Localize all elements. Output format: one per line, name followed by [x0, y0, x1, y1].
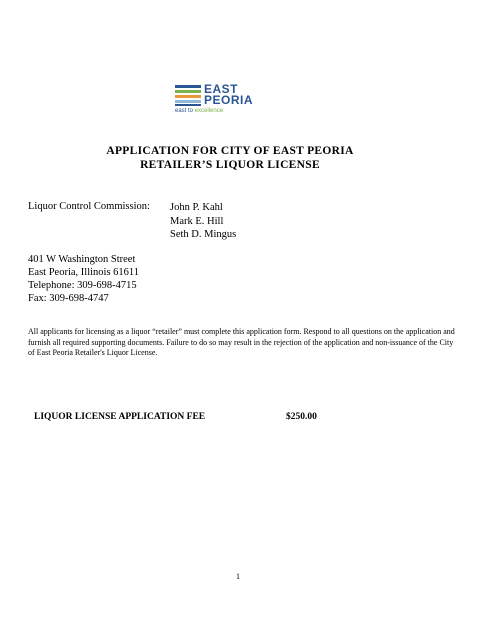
- page-number: 1: [236, 572, 240, 581]
- commission-member: John P. Kahl: [170, 202, 223, 213]
- commission-members: [170, 201, 236, 242]
- fee-label: LIQUOR LICENSE APPLICATION FEE: [34, 412, 206, 422]
- logo-tagline: [175, 108, 223, 114]
- east-peoria-logo: [175, 80, 265, 120]
- logo-stripes-icon: [175, 85, 201, 107]
- logo-tagline-accent: excellence: [194, 108, 224, 114]
- address-street: 401 W Washington Street: [28, 254, 136, 265]
- logo-word-east: EAST: [204, 82, 239, 96]
- mailing-address: [28, 253, 139, 305]
- fee-amount: $250.00: [286, 412, 317, 422]
- logo-word-peoria: PEORIA: [204, 93, 254, 107]
- document-title-line-1: APPLICATION FOR CITY OF EAST PEORIA: [106, 145, 354, 157]
- document-title-line-2: RETAILER’S LIQUOR LICENSE: [140, 159, 320, 171]
- applicant-notice: All applicants for licensing as a liquor “retailer” must complete this application form. Respond to all questions on the application and furnish all required supporting documents. Failure to do so may result in the rejection of the application and non-issuance of the City of East Peoria Retailer's Liquor License.: [28, 327, 455, 357]
- commission-member: Mark E. Hill: [170, 215, 224, 227]
- address-fax: Fax: 309-698-4747: [28, 293, 109, 304]
- address-city: East Peoria, Illinois 61611: [28, 267, 140, 278]
- logo-tagline-prefix: east to: [175, 108, 195, 114]
- commission-label: Liquor Control Commission:: [28, 201, 150, 212]
- commission-member: Seth D. Mingus: [170, 229, 237, 240]
- address-telephone: Telephone: 309-698-4715: [28, 280, 137, 291]
